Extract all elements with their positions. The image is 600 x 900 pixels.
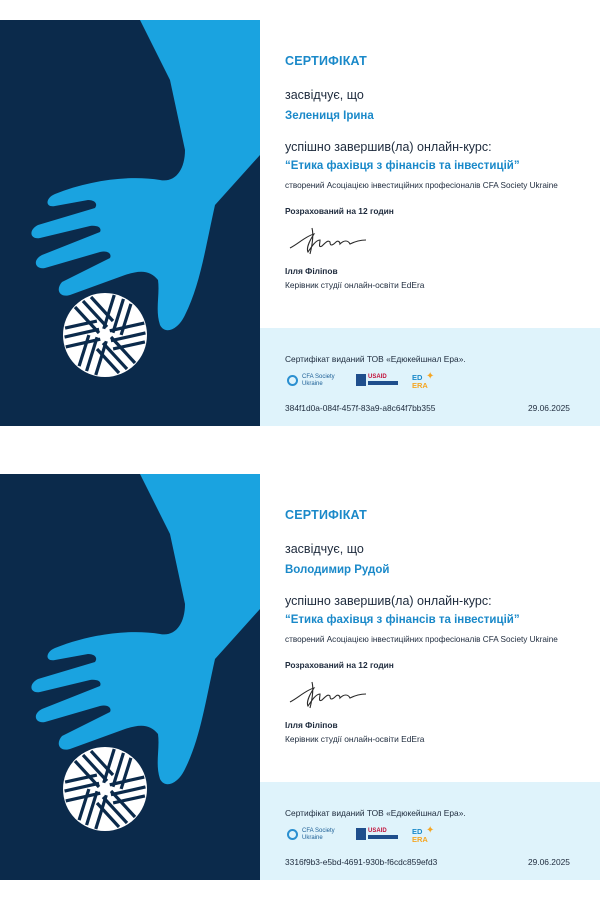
certificate-date: 29.06.2025: [528, 403, 570, 413]
certifies-text: засвідчує, що: [285, 88, 364, 102]
signature: [288, 226, 368, 256]
usaid-logo: [356, 374, 398, 386]
signature: [288, 680, 368, 710]
signer-name: Ілля Філіпов: [285, 266, 338, 276]
edera-logo-bottom: ERA: [412, 381, 428, 390]
certificate-footer: [260, 328, 600, 426]
issued-by-text: Сертифікат виданий ТОВ «Едюкейшнал Ера».: [285, 808, 466, 818]
recipient-name: Зелениця Ірина: [285, 110, 374, 122]
signer-role: Керівник студії онлайн-освіти EdEra: [285, 280, 425, 290]
cfa-emblem: [0, 474, 260, 880]
usaid-logo-bar: [368, 835, 398, 839]
issued-by-text: Сертифікат виданий ТОВ «Едюкейшнал Ера».: [285, 354, 466, 364]
edera-logo-bottom: ERA: [412, 835, 428, 844]
completed-text: успішно завершив(ла) онлайн-курс:: [285, 594, 492, 608]
certificate-id: 3316f9b3-e5bd-4691-930b-f6cdc859efd3: [285, 857, 438, 867]
usaid-logo-icon: [356, 828, 366, 840]
course-title: “Етика фахівця з фінансів та інвестицій”: [285, 614, 520, 626]
certifies-text: засвідчує, що: [285, 542, 364, 556]
course-title: “Етика фахівця з фінансів та інвестицій”: [285, 160, 520, 172]
edera-logo: [412, 825, 442, 850]
signer-role: Керівник студії онлайн-освіти EdEra: [285, 734, 425, 744]
edera-logo-top: ED: [412, 373, 423, 382]
certificate-2: [0, 474, 600, 880]
course-creator: створений Асоціацією інвестиційних професіоналів CFA Society Ukraine: [285, 635, 558, 644]
recipient-name: Володимир Рудой: [285, 564, 390, 576]
edera-logo-icon: ✦: [426, 825, 435, 836]
certificate-id: 384f1d0a-084f-457f-83a9-a8c64f7bb355: [285, 403, 436, 413]
usaid-logo-icon: [356, 374, 366, 386]
edera-logo-icon: ✦: [426, 371, 435, 382]
usaid-logo-text: USAID: [368, 374, 387, 380]
certificate-title: СЕРТИФІКАТ: [285, 54, 367, 68]
usaid-logo: [356, 828, 398, 840]
signer-name: Ілля Філіпов: [285, 720, 338, 730]
cfa-logo-icon: [287, 829, 298, 840]
edera-logo: [412, 371, 442, 396]
completed-text: успішно завершив(ла) онлайн-курс:: [285, 140, 492, 154]
course-hours: Розрахований на 12 годин: [285, 660, 394, 670]
cfa-emblem: [0, 20, 260, 426]
cfa-logo-text: CFA Society Ukraine: [302, 828, 335, 841]
certificate-artwork: [0, 20, 260, 426]
usaid-logo-bar: [368, 381, 398, 385]
usaid-logo-text: USAID: [368, 828, 387, 834]
cfa-logo-icon: [287, 375, 298, 386]
certificate-title: СЕРТИФІКАТ: [285, 508, 367, 522]
cfa-logo-text: CFA Society Ukraine: [302, 374, 335, 387]
course-creator: створений Асоціацією інвестиційних професіоналів CFA Society Ukraine: [285, 181, 558, 190]
certificate-date: 29.06.2025: [528, 857, 570, 867]
cfa-logo: [284, 372, 364, 396]
edera-logo-top: ED: [412, 827, 423, 836]
certificate-artwork: [0, 474, 260, 880]
cfa-logo: [284, 826, 364, 850]
course-hours: Розрахований на 12 годин: [285, 206, 394, 216]
certificate-footer: [260, 782, 600, 880]
certificate-1: [0, 20, 600, 426]
